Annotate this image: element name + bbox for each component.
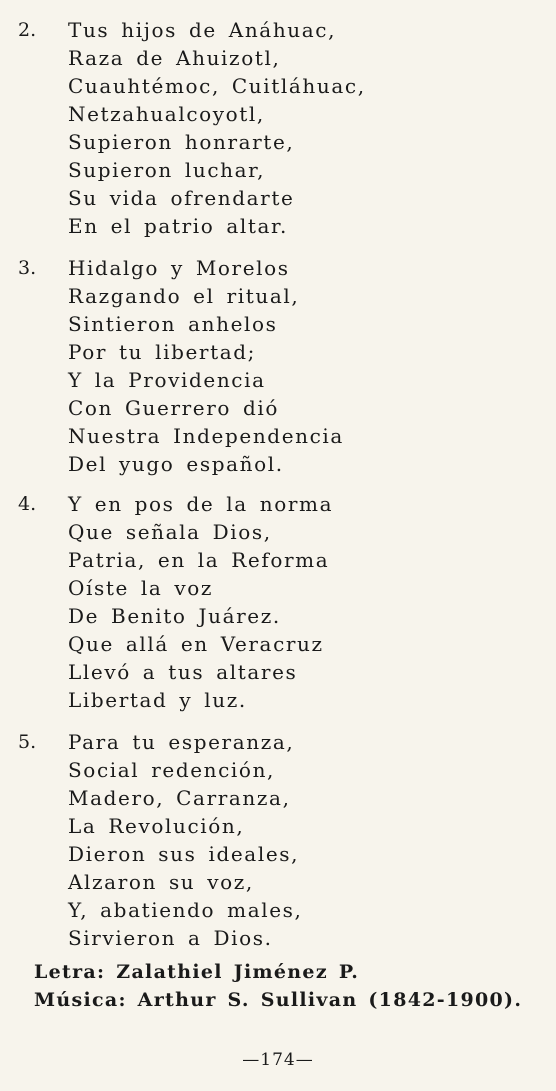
stanza-number: 3.: [18, 257, 37, 279]
stanza-number: 4.: [18, 493, 37, 515]
verse-line: Su vida ofrendarte: [68, 186, 295, 210]
verse-line: Raza de Ahuizotl,: [68, 46, 281, 70]
stanza-number: 5.: [18, 731, 37, 753]
verse-line: Llevó a tus altares: [68, 660, 298, 684]
verse-line: Social redención,: [68, 758, 276, 782]
verse-line: Oíste la voz: [68, 576, 214, 600]
stanza-number: 2.: [18, 19, 37, 41]
verse-line: Y en pos de la norma: [68, 492, 334, 516]
verse-line: Por tu libertad;: [68, 340, 256, 364]
verse-line: Patria, en la Reforma: [68, 548, 330, 572]
verse-line: Nuestra Independencia: [68, 424, 344, 448]
verse-line: Con Guerrero dió: [68, 396, 280, 420]
verse-line: Sirvieron a Dios.: [68, 926, 273, 950]
verse-line: Y la Providencia: [68, 368, 266, 392]
verse-line: Cuauhtémoc, Cuitláhuac,: [68, 74, 366, 98]
verse-line: Del yugo español.: [68, 452, 284, 476]
verse-line: Sintieron anhelos: [68, 312, 278, 336]
stanza-lines: [68, 728, 302, 952]
verse-line: Dieron sus ideales,: [68, 842, 300, 866]
music-credit: Música: Arthur S. Sullivan (1842-1900).: [34, 989, 523, 1011]
verse-line: Y, abatiendo males,: [68, 898, 303, 922]
verse-line: Razgando el ritual,: [68, 284, 300, 308]
stanza-lines: [68, 16, 366, 240]
verse-line: Libertad y luz.: [68, 688, 247, 712]
verse-line: Que allá en Veracruz: [68, 632, 324, 656]
verse-line: Supieron luchar,: [68, 158, 266, 182]
verse-line: Netzahualcoyotl,: [68, 102, 265, 126]
page-number: —174—: [242, 1050, 314, 1070]
verse-line: Madero, Carranza,: [68, 786, 291, 810]
verse-line: Hidalgo y Morelos: [68, 256, 290, 280]
credits: [34, 958, 522, 1014]
verse-line: Alzaron su voz,: [68, 870, 254, 894]
stanza-lines: [68, 490, 333, 714]
lyrics-credit: Letra: Zalathiel Jiménez P.: [34, 961, 360, 983]
verse-line: En el patrio altar.: [68, 214, 288, 238]
verse-line: Para tu esperanza,: [68, 730, 295, 754]
verse-line: De Benito Juárez.: [68, 604, 281, 628]
verse-line: Tus hijos de Anáhuac,: [68, 18, 337, 42]
verse-line: Supieron honrarte,: [68, 130, 295, 154]
stanza-lines: [68, 254, 344, 478]
verse-line: La Revolución,: [68, 814, 245, 838]
verse-line: Que señala Dios,: [68, 520, 272, 544]
